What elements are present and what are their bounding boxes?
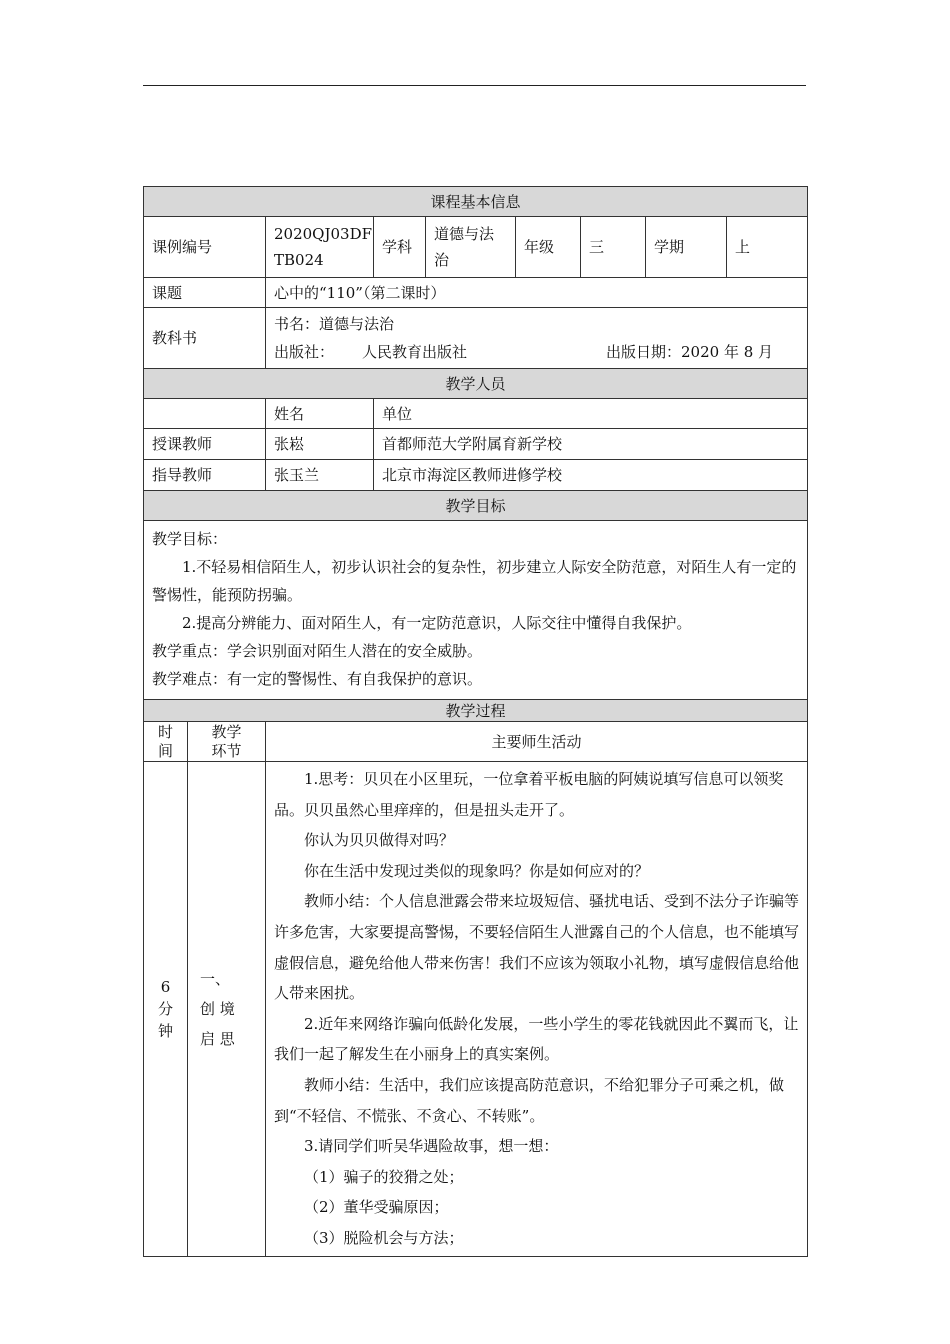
subject-value: 道德与法 治 [426, 217, 516, 278]
activity-paragraph: （3）脱险机会与方法； [304, 1228, 464, 1247]
textbook-info [266, 308, 808, 369]
stage-cell: 一、 创 境 启 思 [188, 762, 266, 1257]
book-name: 书名：道德与法治 [274, 315, 395, 333]
code-value: 2020QJ03DF TB024 [266, 217, 374, 278]
activity-paragraph: 2.近年来网络诈骗向低龄化发展，一些小学生的零花钱就因此不翼而飞，让我们一起了解发生在小丽身上的真实案例。 [274, 1014, 799, 1064]
difficult-point: 教学难点：有一定的警惕性、有自我保护的意识。 [152, 670, 483, 688]
staff-unit: 首都师范大学附属育新学校 [374, 429, 808, 460]
objectives-heading: 教学目标： [152, 530, 228, 548]
publisher-label: 出版社： [274, 343, 335, 361]
publish-date: 出版日期：2020 年 8 月 [606, 343, 774, 361]
activity-paragraph: 你在生活中发现过类似的现象吗？你是如何应对的？ [304, 861, 650, 880]
grade-value: 三 [581, 217, 646, 278]
time-cell: 6 分 钟 [144, 762, 188, 1257]
publisher-name: 人民教育出版社 [362, 343, 468, 361]
objectives-content [144, 521, 808, 700]
section-objectives: 教学目标 [144, 491, 808, 521]
staff-name: 张崧 [266, 429, 374, 460]
activity-paragraph: 你认为贝贝做得对吗？ [304, 831, 455, 850]
staff-role: 指导教师 [144, 460, 266, 491]
staff-role: 授课教师 [144, 429, 266, 460]
staff-unit: 北京市海淀区教师进修学校 [374, 460, 808, 491]
code-label: 课例编号 [144, 217, 266, 278]
section-staff: 教学人员 [144, 369, 808, 399]
grade-label: 年级 [516, 217, 581, 278]
col-stage-header: 教学 环节 [188, 722, 266, 762]
staff-name: 张玉兰 [266, 460, 374, 491]
section-basic-info: 课程基本信息 [144, 187, 808, 217]
term-value: 上 [727, 217, 808, 278]
staff-role-header [144, 399, 266, 429]
staff-unit-header: 单位 [374, 399, 808, 429]
objective-item: 1.不轻易相信陌生人，初步认识社会的复杂性，初步建立人际安全防范意，对陌生人有一定的警惕性，能预防拐骗。 [152, 558, 797, 604]
staff-name-header: 姓名 [266, 399, 374, 429]
activity-paragraph: （1）骗子的狡猾之处； [304, 1167, 464, 1186]
textbook-label: 教科书 [144, 308, 266, 369]
col-activity-header: 主要师生活动 [266, 722, 808, 762]
activity-content [266, 762, 808, 1257]
key-point: 教学重点：学会识别面对陌生人潜在的安全威胁。 [152, 642, 483, 660]
col-time-header: 时 间 [144, 722, 188, 762]
section-process: 教学过程 [144, 700, 808, 722]
activity-paragraph: （2）董华受骗原因； [304, 1198, 449, 1217]
topic-value: 心中的“110”（第二课时） [266, 278, 808, 308]
objective-item: 2.提高分辨能力、面对陌生人，有一定防范意识，人际交往中懂得自我保护。 [182, 614, 692, 632]
term-label: 学期 [646, 217, 727, 278]
topic-label: 课题 [144, 278, 266, 308]
activity-paragraph: 教师小结：个人信息泄露会带来垃圾短信、骚扰电话、受到不法分子诈骗等许多危害，大家要提高警惕，不要轻信陌生人泄露自己的个人信息，也不能填写虚假信息，避免给他人带来伤害！我们不应该为领取小礼物，填写虚假信息给他人带来困扰。 [274, 892, 800, 1003]
header-rule [143, 85, 806, 86]
activity-paragraph: 1.思考：贝贝在小区里玩，一位拿着平板电脑的阿姨说填写信息可以领奖品。贝贝虽然心里痒痒的，但是扭头走开了。 [274, 770, 784, 819]
activity-paragraph: 3.请同学们听吴华遇险故事，想一想： [304, 1137, 559, 1156]
lesson-plan-table [143, 186, 808, 1257]
activity-paragraph: 教师小结：生活中，我们应该提高防范意识，不给犯罪分子可乘之机，做到“不轻信、不慌张、不贪心、不转账”。 [274, 1075, 785, 1125]
subject-label: 学科 [374, 217, 426, 278]
